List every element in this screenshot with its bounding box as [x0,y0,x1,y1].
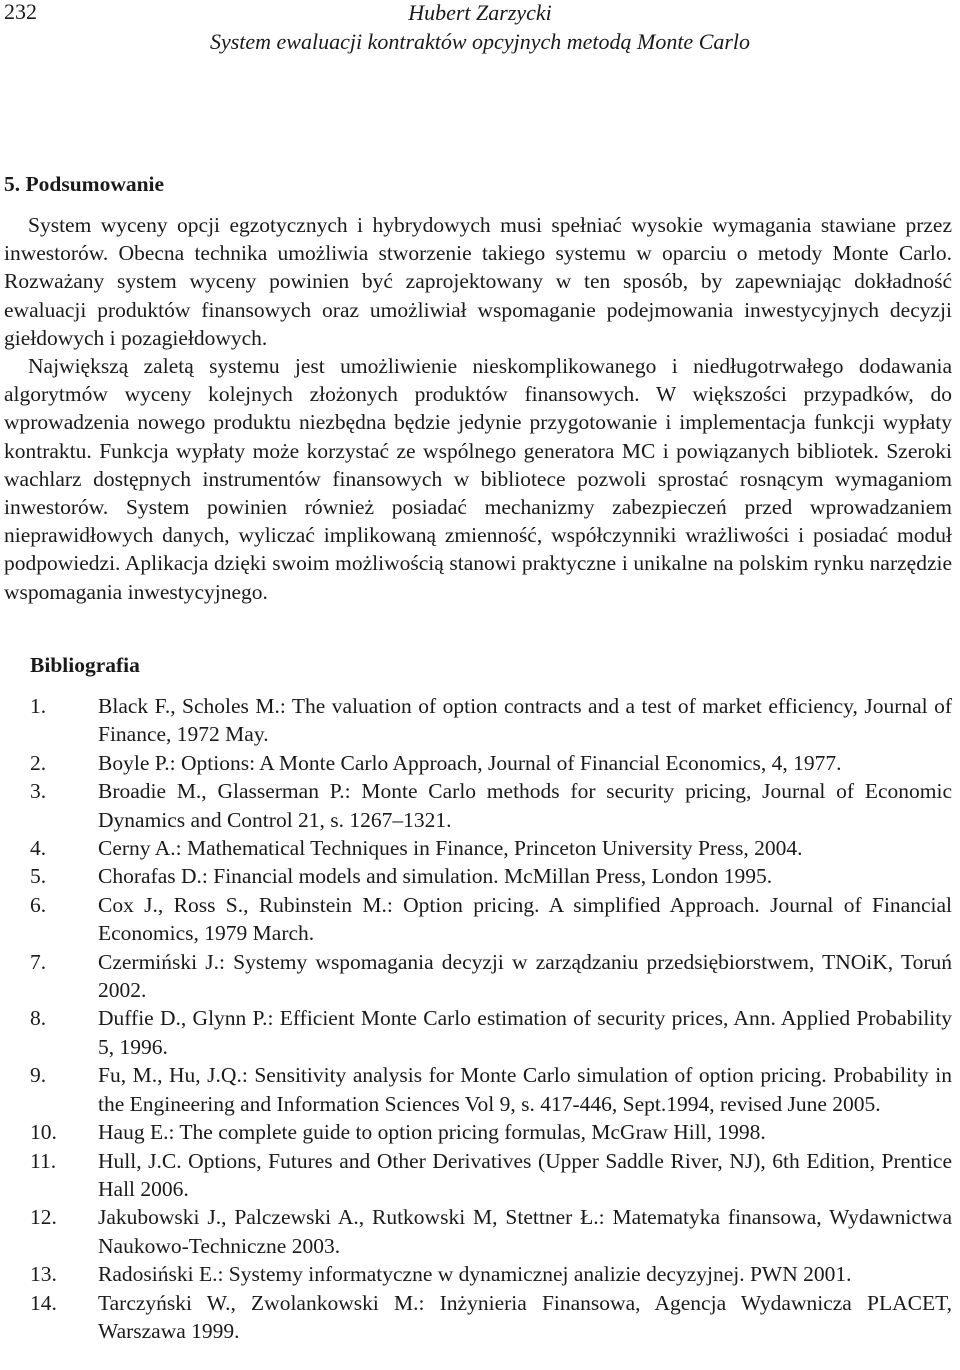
reference-text: Broadie M., Glasserman P.: Monte Carlo methods for security pricing, Journal of Economic Dynamics and Control 21, s. 1267–1321. [98,779,952,832]
page-number: 232 [4,0,37,24]
reference-item [30,692,952,749]
reference-number: 2. [30,750,47,775]
reference-item [30,1118,952,1146]
paragraph: Największą zaletą systemu jest umożliwienie nieskomplikowanego i niedługotrwałego dodawania algorytmów wyceny kolejnych złożonych produktów finansowych. W większości przypadków, do wprowadzenia nowego produktu niezbędna będzie jedynie przygotowanie i implementacja funkcji wypłaty kontraktu. Funkcja wypłaty może korzystać ze wspólnego generatora MC i powiązanych bibliotek. Szeroki wachlarz dostępnych instrumentów finansowych w bibliotece pozwoli sprostać rosnącym wymaganiom inwestorów. System powinien również posiadać mechanizmy zabezpieczeń przed wprowadzaniem nieprawidłowych danych, wyliczać implikowaną zmienność, współczynniki wrażliwości i posiadać moduł podpowiedzi. Aplikacja dzięki swoim możliwością stanowi praktyczne i unikalne na polskim rynku narzędzie wspomagania inwestycyjnego. [4,354,952,604]
reference-item [30,948,952,1005]
reference-number: 4. [30,836,47,861]
reference-item [30,1061,952,1118]
section-body [4,211,952,606]
reference-text: Duffie D., Glynn P.: Efficient Monte Carlo estimation of security prices, Ann. Applied Probability 5, 1996. [98,1006,952,1059]
reference-text: Cox J., Ross S., Rubinstein M.: Option pricing. A simplified Approach. Journal of Financial Economics, 1979 March. [98,892,952,946]
reference-number: 14. [30,1290,57,1315]
section-title: 5. Podsumowanie [4,172,165,196]
bibliography-title: Bibliografia [30,653,140,677]
paragraph: System wyceny opcji egzotycznych i hybrydowych musi spełniać wysokie wymagania stawiane przez inwestorów. Obecna technika umożliwia stworzenie takiego systemu w oparciu o metody Monte Carlo. Rozważany system wyceny powinien być zaprojektowany w ten sposób, by zapewniając dokładność ewaluacji produktów finansowych oraz umożliwiał wspomaganie podejmowania inwestycyjnych decyzji giełdowych i pozagiełdowych. [4,213,952,350]
reference-text: Cerny A.: Mathematical Techniques in Finance, Princeton University Press, 2004. [98,836,803,861]
reference-text: Hull, J.C. Options, Futures and Other Derivatives (Upper Saddle River, NJ), 6th Edition, Prentice Hall 2006. [98,1148,952,1201]
reference-number: 3. [30,779,47,804]
reference-item [30,891,952,948]
reference-item [30,777,952,834]
reference-text: Tarczyński W., Zwolankowski M.: Inżynieria Finansowa, Agencja Wydawnicza PLACET, Warszawa 1999. [98,1290,952,1343]
reference-number: 8. [30,1006,47,1031]
reference-item [30,862,952,890]
reference-number: 11. [30,1148,57,1173]
reference-number: 5. [30,864,47,889]
reference-item [30,1004,952,1061]
reference-number: 6. [30,892,47,917]
reference-item [30,1289,952,1346]
reference-item [30,749,952,777]
reference-text: Czermiński J.: Systemy wspomagania decyzji w zarządzaniu przedsiębiorstwem, TNOiK, Toruń 2002. [98,949,952,1003]
reference-item [30,1147,952,1204]
running-head-author: Hubert Zarzycki [408,0,552,25]
reference-number: 10. [30,1120,57,1145]
reference-item [30,1260,952,1288]
reference-number: 12. [30,1205,57,1230]
reference-text: Chorafas D.: Financial models and simulation. McMillan Press, London 1995. [98,864,773,889]
reference-number: 7. [30,949,47,974]
reference-text: Radosiński E.: Systemy informatyczne w dynamicznej analizie decyzyjnej. PWN 2001. [98,1262,852,1287]
reference-text: Haug E.: The complete guide to option pricing formulas, McGraw Hill, 1998. [98,1120,766,1145]
reference-text: Fu, M., Hu, J.Q.: Sensitivity analysis for Monte Carlo simulation of option pricing. Probability in the Engineering and Information Sciences Vol 9, s. 417-446, Sept.1994, revised June 2005. [98,1063,952,1116]
bibliography-list [30,692,952,1345]
running-head [150,0,810,56]
reference-text: Black F., Scholes M.: The valuation of option contracts and a test of market efficiency, Journal of Finance, 1972 May. [98,694,952,747]
reference-item [30,1203,952,1260]
reference-number: 9. [30,1063,47,1088]
reference-number: 1. [30,694,47,718]
reference-number: 13. [30,1262,57,1287]
running-head-title: System ewaluacji kontraktów opcyjnych metodą Monte Carlo [209,29,751,54]
reference-text: Boyle P.: Options: A Monte Carlo Approach, Journal of Financial Economics, 4, 1977. [98,750,842,775]
reference-text: Jakubowski J., Palczewski A., Rutkowski M, Stettner Ł.: Matematyka finansowa, Wydawnictwa Naukowo-Techniczne 2003. [98,1205,952,1258]
reference-item [30,834,952,862]
